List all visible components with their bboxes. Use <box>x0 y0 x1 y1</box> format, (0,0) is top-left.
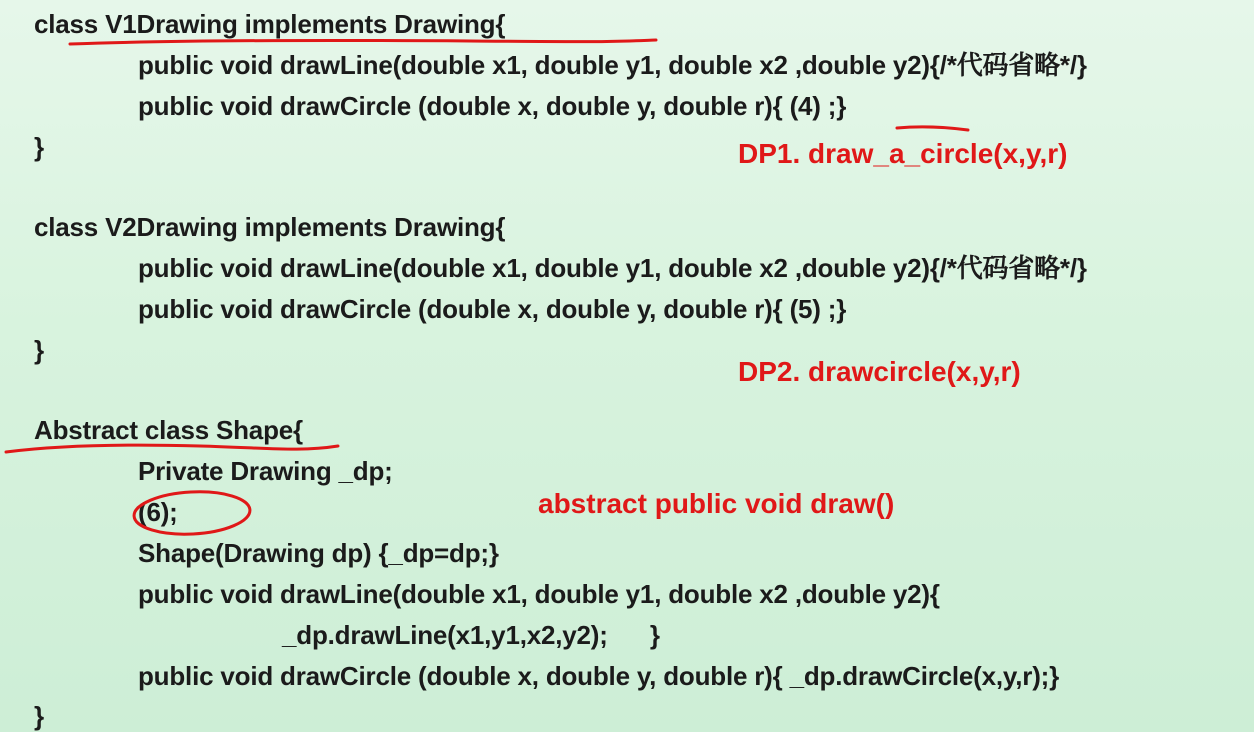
blank-4-underline <box>897 127 968 130</box>
blank-4: (4) <box>789 91 821 121</box>
abstract-draw-annotation: abstract public void draw() <box>538 488 895 519</box>
shape-header-underline <box>6 445 338 452</box>
shape-drawcircle-method: public void drawCircle (double x, double y, double r){ _dp.drawCircle(x,y,r);} <box>138 661 1060 691</box>
v2-drawline-method: public void drawLine(double x1, double y1, double x2 ,double y2){/*代码省略*/} <box>138 253 1087 283</box>
dp2-annotation: DP2. drawcircle(x,y,r) <box>738 356 1021 387</box>
shape-drawing-field: Private Drawing _dp; <box>138 456 393 486</box>
v1-drawcircle-end: ;} <box>820 91 847 121</box>
shape-drawline-body: _dp.drawLine(x1,y1,x2,y2); } <box>282 620 660 650</box>
v1-drawcircle-method <box>138 91 846 121</box>
shape-constructor: Shape(Drawing dp) {_dp=dp;} <box>138 538 499 568</box>
v1-header-underline <box>70 40 656 44</box>
shape-class-header: Abstract class Shape{ <box>34 415 303 445</box>
v1-class-header: class V1Drawing implements Drawing{ <box>34 9 506 39</box>
v2-drawcircle-method: public void drawCircle (double x, double y, double r){ (5) ;} <box>138 294 847 324</box>
shape-drawline-method: public void drawLine(double x1, double y1, double x2 ,double y2){ <box>138 579 940 609</box>
dp1-annotation: DP1. draw_a_circle(x,y,r) <box>738 138 1068 169</box>
v1-class-close: } <box>34 132 44 162</box>
shape-class-close: } <box>34 701 44 731</box>
v2-class-close: } <box>34 335 44 365</box>
blank-6: (6); <box>138 497 178 527</box>
v1-drawcircle-signature: public void drawCircle (double x, double y, double r){ <box>138 91 790 121</box>
v2-class-header: class V2Drawing implements Drawing{ <box>34 212 506 242</box>
v1-drawline-method: public void drawLine(double x1, double y1, double x2 ,double y2){/*代码省略*/} <box>138 50 1087 80</box>
